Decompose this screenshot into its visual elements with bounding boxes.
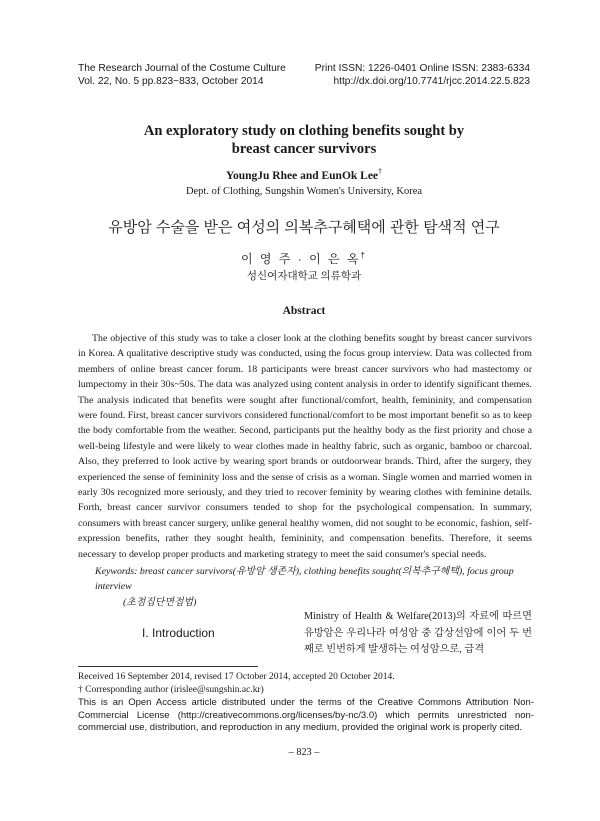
- affiliation-ko: 성신여자대학교 의류학과: [246, 271, 362, 282]
- journal-volume: Vol. 22, No. 5 pp.823~833, October 2014: [78, 75, 264, 87]
- author-names: YoungJu Rhee and EunOk Lee: [225, 169, 379, 182]
- keywords-line-1: Keywords: breast cancer survivors(유방암 생존자), clothing benefits sought(의복추구혜택), focus group interview: [95, 566, 514, 593]
- received-dates: Received 16 September 2014, revised 17 October 2014, accepted 20 October 2014.: [78, 672, 395, 682]
- authors-ko: [78, 250, 530, 267]
- journal-header-left: [78, 63, 286, 88]
- journal-header-right: [315, 63, 530, 88]
- author-names-ko: 이 영 주 · 이 은 옥: [240, 252, 361, 266]
- issn: Print ISSN: 1226-0401 Online ISSN: 2383-6334: [314, 63, 530, 74]
- intro-paragraph: Ministry of Health & Welfare(2013)의 자료에 따르면 유방암은 우리나라 여성암 중 갑상선암에 이어 두 번째로 빈번하게 발생하는 여성암으로, 급격: [304, 611, 532, 655]
- title-line-2: breast cancer survivors: [231, 141, 377, 157]
- abstract-body: The objective of this study was to take a closer look at the clothing benefits sought by breast cancer survivors in Korea. A qualitative descriptive study was conducted, using the focus group interview. Data was collected from members of online breast cancer forum. 18 participants were breast cancer survivors who had mastectomy or lumpectomy in their 30s~50s. The data was analyzed using content analysis in order to identify significant themes. The analysis indicated that benefits were sought after functional/comfort, health, femininity, and compensation were found. First, breast cancer survivors considered functional/comfort to be most important benefit so as to keep the body comfortable from the weather. Second, participants put the healthy body as the first priority and chose a well-being lifestyle and were likely to wear clothes made in healthy fabric, such as organic, bamboo or charcoal. Also, they preferred to look active by wearing sport brands or outdoorwear brands. Third, after the surgery, they experienced the sense of femininity loss and the sense of crisis as a woman. Single women and married women in early 30s recognized more seriously, and they tried to recover feminity by wearing clothes with feminine details. Forth, breast cancer survivor consumers tended to shop for the psychological compensation. In summary, consumers with breast cancer surgery, unlike general healthy women, did not sought to be economic, fashion, self-expression benefits, rather they sought health, femininity, and compensation benefits. Therefore, it seems necessary to develop proper products and marketing strategy to meet the said consumer's special needs.: [78, 333, 532, 560]
- journal-name: The Research Journal of the Costume Culture: [78, 63, 286, 74]
- corresponding-mark-ko: †: [360, 251, 367, 260]
- title-line-1: An exploratory study on clothing benefits sought by: [143, 123, 465, 139]
- keywords-line-2: (초점집단면접법): [123, 596, 197, 608]
- paper-title-en: [78, 122, 530, 158]
- affiliation-en: Dept. of Clothing, Sungshin Women's University, Korea: [185, 186, 423, 197]
- authors-en: [78, 167, 530, 182]
- footnote-divider: [78, 666, 258, 667]
- doi-link[interactable]: http://dx.doi.org/10.7741/rjcc.2014.22.5.823: [333, 75, 530, 87]
- abstract-heading: Abstract: [282, 305, 326, 317]
- section-heading-introduction: I. Introduction: [142, 626, 215, 640]
- left-column: [78, 600, 300, 660]
- paper-title-ko: 유방암 수술을 받은 여성의 의복추구혜택에 관한 탐색적 연구: [108, 219, 500, 236]
- license-note: This is an Open Access article distributed under the terms of the Creative Commons Attribution Non-Commercial License (http://creativecommons.org/licenses/by-nc/3.0) which permits unrestricted non-commercial use, distribution, and reproduction in any medium, provided the original work is properly cited.: [78, 697, 534, 734]
- page-number: – 823 –: [288, 747, 320, 758]
- corresponding-author: † Corresponding author (irislee@sungshin.ac.kr): [78, 685, 264, 695]
- corresponding-mark: †: [378, 167, 383, 176]
